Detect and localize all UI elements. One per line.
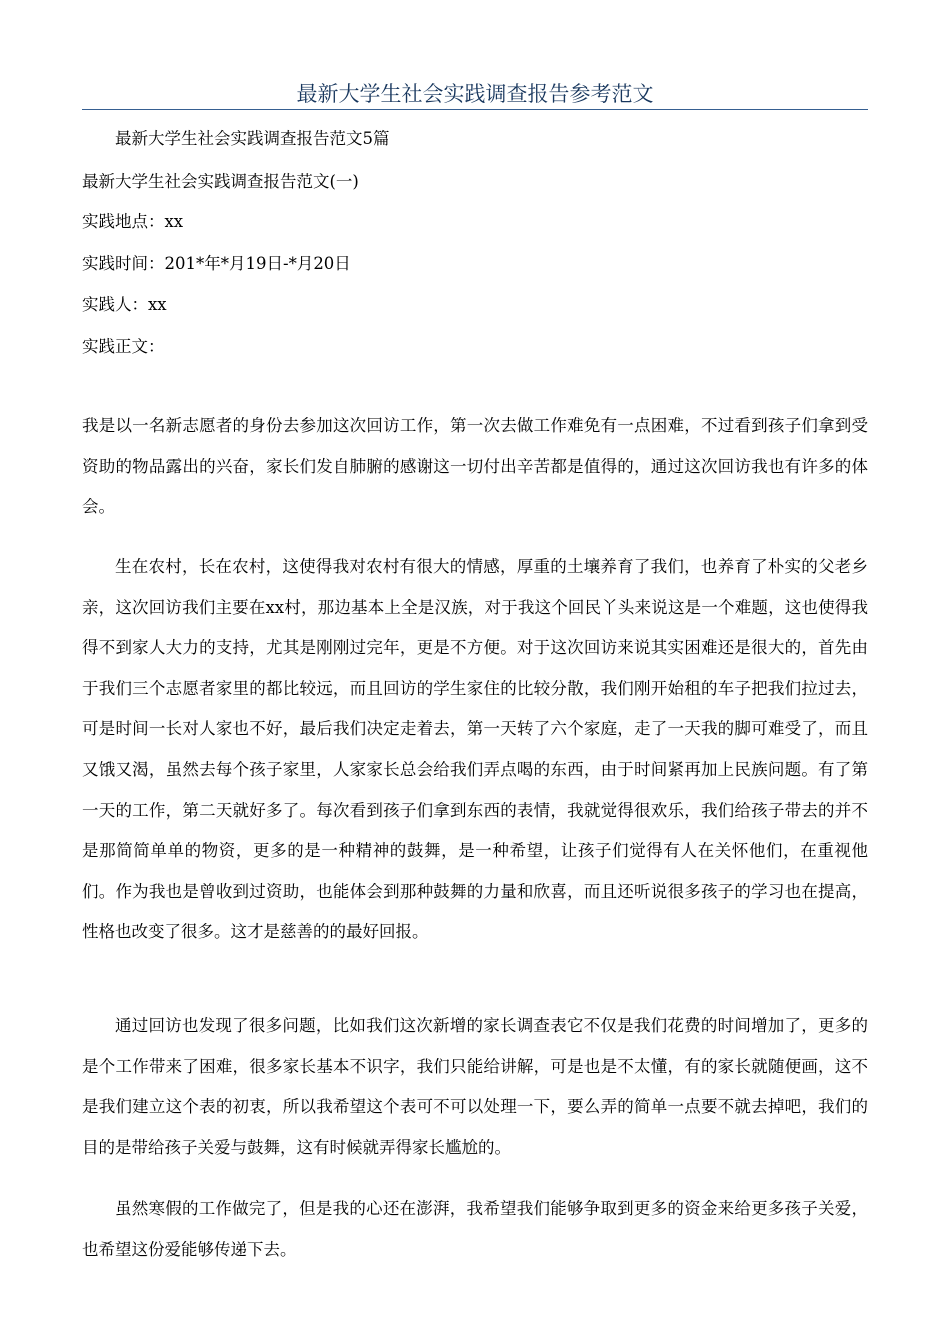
paragraph-1: 我是以一名新志愿者的身份去参加这次回访工作，第一次去做工作难免有一点困难，不过看到孩子们拿到受资助的物品露出的兴奋，家长们发自肺腑的感谢这一切付出辛苦都是值得的，通过这次回访我也有许多的体会。 [82,416,868,517]
paragraph-3: 通过回访也发现了很多问题，比如我们这次新增的家长调查表它不仅是我们花费的时间增加了，更多的是个工作带来了困难，很多家长基本不识字，我们只能给讲解，可是也是不太懂，有的家长就随便画，这不是我们建立这个表的初衷，所以我希望这个表可不可以处理一下，要么弄的简单一点要不就去掉吧，我们的目的是带给孩子关爱与鼓舞，这有时候就弄得家长尴尬的。 [82,1016,868,1157]
paragraph-4: 虽然寒假的工作做完了，但是我的心还在澎湃，我希望我们能够争取到更多的资金来给更多孩子关爱，也希望这份爱能够传递下去。 [82,1199,868,1259]
header-divider [82,109,868,110]
document-subtitle: 最新大学生社会实践调查报告范文5篇 [115,129,390,148]
practice-person: 实践人：xx [82,295,167,314]
section-title: 最新大学生社会实践调查报告范文(一) [82,172,359,191]
paragraph-2: 生在农村，长在农村，这使得我对农村有很大的情感，厚重的土壤养育了我们，也养育了朴实的父老乡亲，这次回访我们主要在xx村，那边基本上全是汉族，对于我这个回民丫头来说这是一个难题，这也使得我得不到家人大力的支持，尤其是刚刚过完年，更是不方便。对于这次回访来说其实困难还是很大的，首先由于我们三个志愿者家里的都比较远，而且回访的学生家住的比较分散，我们刚开始租的车子把我们拉过去，可是时间一长对人家也不好，最后我们决定走着去，第一天转了六个家庭，走了一天我的脚可难受了，而且又饿又渴，虽然去每个孩子家里，人家家长总会给我们弄点喝的东西，由于时间紧再加上民族问题。有了第一天的工作，第二天就好多了。每次看到孩子们拿到东西的表情，我就觉得很欢乐，我们给孩子带去的并不是那简简单单的物资，更多的是一种精神的鼓舞，是一种希望，让孩子们觉得有人在关怀他们，在重视他们。作为我也是曾收到过资助，也能体会到那种鼓舞的力量和欣喜，而且还听说很多孩子的学习也在提高，性格也改变了很多。这才是慈善的的最好回报。 [82,557,868,942]
page-header-title: 最新大学生社会实践调查报告参考范文 [296,82,654,106]
practice-time: 实践时间：201*年*月19日-*月20日 [82,254,351,273]
body-label: 实践正文： [82,337,165,356]
practice-place: 实践地点：xx [82,212,184,231]
